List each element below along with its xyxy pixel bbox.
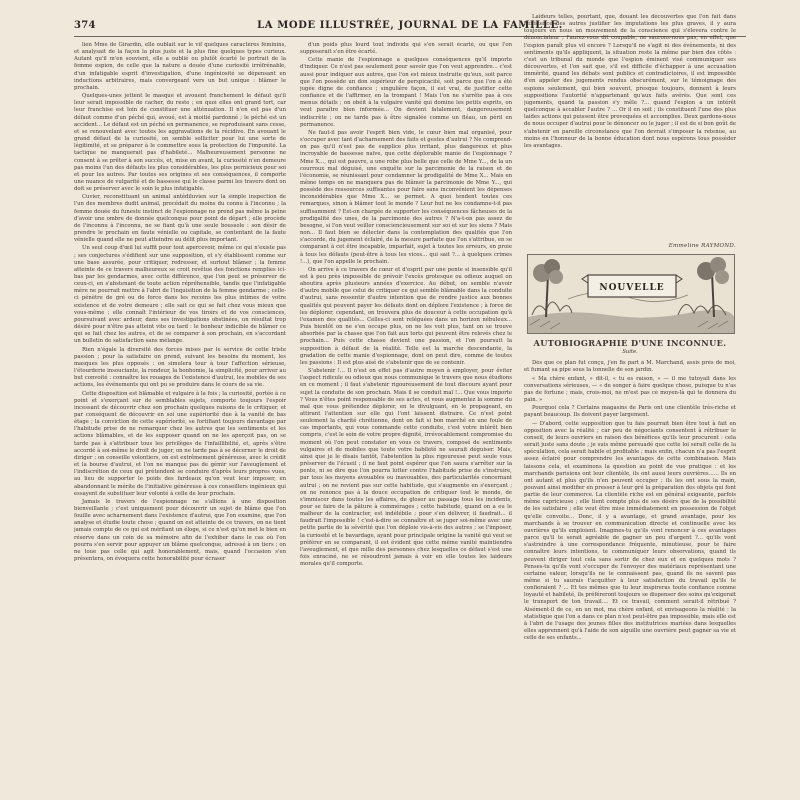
- paragraph: Ne faut-il pas avoir l'esprit bien vide, le cœur bien mal organisé, pour s'occuper avec tant d'acharnement des faits et gestes d'autrui ? Ne comprend-on pas qu'il n'est pas de supplice plus irritant, plus dangereux et plus incroyable de bassesse naïve, que cette déplorable manie de l'espionnage ? Mme X..., qui est pauvre, a une robe plus belle que celle de Mme Y..., de la un courroux mal déguisé, une enquête sur la parcimonie de la raison et de l'économie, se réunissant pour condamner la prodigalité de Mme X... Mais en même temps on ne manquera pas de blâmer la parcimonie de Mme Y..., qui possède des ressources suffisantes pour faire sans inconvénient les dépenses inconsidérables que Mme X... se permet. A quoi tendent toutes ces remarques, sinon à blâmer tout le monde ? Leur but ne les condamne-t-il pas suffisamment ? Est-on chargée de supporter les conséquences fâcheuses de la prodigalité des unes, de la parcimonie des autres ? N'a-t-on pas assez de besogne, si l'on veut veiller consciencieusement sur soi et sur les siens ? Mais non... Il faut bien se délecter dans la contemplation des qualités que l'on s'accorde, du jugement éclairé, de la mesure parfaite que l'on s'attribue, en se comparant à cet être incapable, imparfait, sujet à toutes les erreurs, en proie à tous les défauts (peut-être à tous les vices... qui sait ?... à quelques crimes !...), que l'on appelle le prochain.: [300, 129, 512, 265]
- essay-ending: [524, 14, 736, 242]
- vignette-engraving: [528, 255, 734, 333]
- paragraph: Jamais le travers de l'espionnage ne s'allions à une disposition bienveillante ; c'est uniquement pour découvrir un sujet de blâme que l'on fouille avec acharnement dans l'existence d'autrui, que l'on examine, que l'on analyse et étudie toute chose ; quand on est atteinte de ce travers, on ne tient jamais compte de ce qui est méritant un éloge, si ce n'est qu'on met le bien en réserve dans un coin de sa mémoire afin de l'exhiber dans le cas où l'on pourra s'en servir pour appuyer un blâme quelconque, adressé à un tiers ; on ne loue pas celle qui agit honorablement, mais, quand l'occasion s'en présentera, on évoquera cette honorabilité pour écraser: [74, 498, 286, 563]
- paragraph: Laideurs telles, pourtant, que, douant les découvertes que l'on fait dans l'existence des autres justifier les imputations les plus graves, il y aura toujours en nous un mouvement de la conscience qui s'élevera contre le dénonciateur ; l'aurez-vous dit coupable, ne saurons-nous pas, en effet, que l'espion paraît plus vil encore ? Lorsqu'il ne s'agit ni des événements, ni des sentiments qu'ils appliquent, la situation reste la même par bien des côtés : c'est un tribunal du monde que l'espion éminent visé communiquer ses découvertes, et l'on sait que, s'il est difficile d'échapper à une accusation immérité, quand les débats sont publics et contradictoires, il est impossible d'en appeler des jugements rendus obscurément, sur le témoignage des espions seulement, qui bien souvent, presque toujours, donnent à leurs suppositions l'autorité n'appartenant qu'aux faits avérés. Que sont ces jugements, quand la passion s'y mêle ?... quand l'espion a un intérêt quelconque à accabler l'autre ? ... Or il en soit ; ils constituent l'une des plus laides actions qui puissent être provoquées et accomplies. Deux gardons-nous de nous occuper d'autrui pour le dénoncer ou le juger ; il est de si bon goût de s'abstenir en pareille circonstance que l'on devrait s'imposer la retenue, au moins en l'honneur de la bonne éducation dont nous espérons tous posséder les avantages.: [524, 14, 736, 149]
- article-subtitle: Suite.: [622, 349, 638, 356]
- text-column-middle: [300, 42, 512, 782]
- paragraph: Quelques-unes jettent le masque et avouent franchement le défaut qu'il leur serait impossible de cacher, du reste ; en quoi elles ont grand tort, car leur franchise est loin de constituer une atténuation. Il n'en est pas d'un défaut comme d'un péché qui, avoué, est à moitié pardonné ; le péché est un accident... Le défaut est un péché en permanence, se reproduisant sans cesse, et se renouvelant avec toutes les aggravations de la récidive. En avouant le grand défaut de la curiosité, on semble solliciter pour lui une sorte de légitimité, et se préparer à le commettre sous la protection de l'impunité. La tactique ne manquerait pas d'habileté... Malheureusement personne ne consent à se prêter à son succès, et, mise en avant, la curiosité n'en demeure pas moins l'un des défauts les plus considérables, les plus pernicieux pour soi et pour les autres. Par toutes ses origines et ses conséquences, il comporte une nuance de vulgarité et de bassesse qui le classe parmi les travers dont on doit se préserver avec le soin le plus infatigable.: [74, 93, 286, 193]
- paragraph: Rien n'égale la diversité des forces mises par le service de cette triste passion ; pour la satisfaire on prend, suivant les besoins du moment, les masques les plus opposés : on simulera tour à tour l'affection sérieuse, l'étourderie insouciante, la rondeur, la bonhomie, la simplicité, pour arriver au but convoité : connaître les rouages de l'existence d'autrui, les mobiles de ses actions, les événements qui ont pu se produire dans le cours de sa vie.: [74, 346, 286, 389]
- nouvelle-vignette-illustration: [527, 254, 735, 334]
- paragraph: — D'abord, cette supposition que tu fais pourrait bien être tout à fait en opposition avec la réalité ; car peu de négociants consentent à rétribuer le conseil, de leurs ouvriers en raison des bénéfices qu'ils leur procurent : cela serait juste sans doute ; je suis même persuadé que cette loi serait celle de la spéculation, cela serait habile et profitable ; mais enfin, chacun n'a pas l'esprit assez éclairé pour comprendre les avantages de cette combinaison. Mais laissons cela, et examinons la question au point de vue pratique : et les marchands parisiens ont leur clientèle, ils ont aussi leurs ouvrières...... Ils en ont autant et plus qu'ils n'en peuvent occuper ; ils les ont sous la main, pouvant ainsi modifier en presser à leur gré la préparation des objets qui font partie de leur commerce. La clientèle riche est en général exigeante, parfois même capricieuse ; elle tient compte plus de ses désirs que de la possibilité de les satisfaire ; elle veut être mise immédiatement en possession de l'objet qu'elle convoite... Donc, il y a avantage, et grand avantage, pour les marchands à se trouver en communication directe et continuelle avec les ouvrières qu'ils emploient. Imagines-tu qu'ils vont renoncer à ces avantages parce qu'il te serait agréable de gagner un peu d'argent ?... qu'ils vont s'astreindre à une correspondance fréquente, minutieuse, pour te faire connaître leurs intentions, te communiquer leurs observations, quand ils peuvent diriger tout cela sans sortir de chez eux et en quelques mots ? Penses-tu qu'ils vont s'occuper de l'envoyer des matériaux représentant une certaine valeur, lorsqu'ils ne te connaissent pas, quand ils ne savent pas même si tu saurais t'acquitter à leur satisfaction du travail qu'ils te confieraient ? ... Et tes mêmes que tu leur inspireras toute confiance comme loyauté et habileté, ils préféreront toujours se dispenser des soins qu'exigerait le transport de ton travail.... Et ce travail, comment serait-il rétribué ? Aisément-il de ce, en un mot, ma chère enfant, et envisageons la réalité : la statistique que l'on a dans ce plan n'est peut-être pas impossible, mais elle est à l'abri de l'usage des jeunes filles des institutrices mariées dans lesquelles elles apprennent qu'à l'aide de son aiguille une ouvrière peut gagner sa vie et celle de ses enfants...: [524, 420, 736, 642]
- paragraph: Cette disposition est blâmable et vulgaire à la fois ; la curiosité, portée à ce point et s'exerçant sur de semblables sujets, comporte toujours l'espoir incessant de découvrir chez son prochain quelques raisons de le critiquer, et par conséquent de découvrir en soi une supériorité due à la vanité de bas étage ; la conviction de cette supériorité, se fortifiant toujours davantage par l'habitude prise de ne remarquer chez les autres que les sentiments et les actions blâmables, et de les supposer quand on ne les aperçoit pas, on se tarde pas à s'attribuer tous les privilèges de l'infaillibilité, et, après s'être accordé à soi-même le droit de juger, on ne tarde pas à se décerner le droit de diriger ; on conseille volontiers, on est extrêmement généreuse, avec le crédit et la bourse d'autrui, et l'on ne manque pas de gémir sur l'aveuglement et l'indiscrétion de ceux qui prétendent se conduire d'après leurs propres vues, au lieu de supporter le poids des fardeaux qu'on veut leur imposer, en abandonnant le mérite de l'initiative généreuse à ces conseillers ingénieux qui essayent de substituer leur volonté à celle de leur prochain.: [74, 390, 286, 497]
- running-title: LA MODE ILLUSTRÉE, JOURNAL DE LA FAMILLE.: [257, 20, 563, 31]
- page-number: 374: [74, 20, 96, 31]
- paragraph: On arrive à ce travers de cœur et d'esprit par une pente si insensible qu'il est à peu près impossible de prévoir l'excès grotesque ou odieux auquel on aboutira après plusieurs années d'exercice. Au début, on semble n'avoir d'autre mobile que celui de critiquer ce qui semble blâmable dans la conduite d'autrui, sans ressentir d'autre intention que de rendre justice aux bonnes qualités qui peuvent payer les défauts dont on déplore l'existence ; à force de les déplorer, cependant, on trouvera plus de douceur à cette occupation qu'à l'examen des qualités... Celles-ci sont reléguées dans un horizon nébuleux... Puis bientôt on ne s'en occupe plus, on ne les voit plus, tant on se trouve absorbée par la chasse que l'on fait aux torts qui peuvent être relevés chez le prochain... Puis cette chasse devient une passion, et l'on poursuit la supposition à défaut de la réalité. Telle est la marche descendante, la gradation de cette manie d'espionnage, dont on peut dire, comme de toutes les passions : Il est plus aisé de s'abstenir que de se contenir.: [300, 266, 512, 366]
- author-signature: Emmeline RAYMOND.: [668, 243, 736, 249]
- paragraph: Un seul coup d'œil lui suffit pour tout apercevoir, même ce qui n'existe pas ; ses conjectures s'édifient sur une supposition, et s'y établissent comme sur une base assurée, pour critiquer, redresser, et surtout blâmer ; la femme atteinte de ce travers malheureux se croit revêtue des fonctions remplies ici-bas par les gendarmes, avec cette différence, que l'on peut se préserver de ceux-ci, en s'abstenant de toute action répréhensible, tandis que l'infatigable mère ne pourrait mettre à l'abri de l'inquisition de la femme gendarme ; celle-ci pénètre de gré ou de force dans les recoins les plus intimes de votre existence et de votre demeure ; elle sait ce qui se fait chez vous mieux que vous-même ; elle connaît l'intérieur de vos tiroirs et de vos consciences, poursuivant avec ardeur, dans ses investigations obstinées, un résultat trop désiré pour n'être pas atteint vite ou tard : le bonheur indicible de blâmer ce qui se fait chez les autres, et de se comparer à son prochain, en s'accordant un bulletin de satisfaction sans mélange.: [74, 245, 286, 345]
- paragraph: Pourquoi cela ? Certains magasins de Paris ont une clientèle très-riche et payant beaucoup. Ils doivent payer largement.: [524, 405, 736, 419]
- text-column-right: [524, 14, 736, 782]
- paragraph: Cette manie de l'espionnage a quelques conséquences qu'il importe d'indiquer. Ce n'est pas seulement pour savoir que l'on veut apprendre... c'est aussi pour indiquer aux autres, que l'on est mieux instruite qu'eux, soit parce que l'on possède un don supérieur de perspicacité, soit parce que l'on a été jugée digne de confiance ; singulière façon, il est vrai, de justifier cette confiance et de l'affirmer, en la trompant ! Mais l'on ne s'arrête pas à ces menus détails ; on obéit à la vulgaire vanité qui domine les petits esprits, on veut paraître bien informée... On devient fatalement, dangereusement indiscrète ; on ne tarde pas à être signalée comme un fléau, un péril en permanence.: [300, 57, 512, 128]
- story-text: [524, 360, 736, 760]
- paragraph: lien Mme de Girardin, elle oublait sur le vif quelques caractères féminins, et analysait de la façon la plus juste et la plus fine quelques types curieux. Autant qu'il m'en souvient, elle a oublié ou plutôt écarté le portrait de la femme espion, de celle que la nature a douée d'une curiosité irréfrénable, d'un infatigable esprit d'investigation, d'une ingéniosité se dépensant en inductions arbitraires, mais convergeant vers un but unique : blâmer le prochain.: [74, 42, 286, 91]
- paragraph: Dès que ce plan fut conçu, j'en fis part à M. Marchand, assis près de moi, et fumant sa pipe sous la tonnelle de son jardin.: [524, 360, 736, 374]
- article-title: AUTOBIOGRAPHIE D'UNE INCONNUE.: [533, 338, 727, 348]
- text-column-left: [74, 42, 286, 782]
- paragraph: S'abstenir !... Il n'est on effet pas d'autre moyen à employer, pour éviter l'aspect ridicule ou odieux que nous communique le travers que nous étudions en ce moment ; il faut s'abstenir rigoureusement de tout discours ayant pour sujet la conduite de son prochain. Mais il se conduit mal !... Que vous importe ? Vous n'êtes point responsable de ses actes, et vous augmentez la somme du mal que vous prétendez déplorer, en le divulguant, en le propageant, en attirant l'attention sur elle qui l'ont laissent distraire. Ce n'est point seulement la charité chrétienne, dont on fait si bon marché en une foule de cas importants, qui vous commande cette conduite, c'est votre intérêt bien compris, c'est le soin de votre propre dignité, irrévocablement compromise du moment où l'on peut constater en vous ce travers, composé de sentiments vulgaires et de mobiles que toute votre habileté ne saurait déguiser. Mais, ainsi que je le disais tantôt, l'abstention la plus rigoureuse peut seule vous préserver de l'écueil ; il ne faut point espérer que l'on saura s'arrêter sur la pente, ni se dire que l'on pourra lutter contre l'habitude prise de s'instruire, par tous les moyens avouables ou inavouables, des particularités concernant autrui ; on ne revient pas sur cette habitude, qui s'augmente en s'exerçant ; on ne renonce pas à la douce occupation de critiquer tout le monde, de s'immiscer dans toutes les affaires, de gloser au passage tous les incidents, pour se faire de la pâture à commérages ; cette habitude, quand on a eu le malheur de la contracter, est indélébile ; pour s'en délivrer, il faudrait... il faudrait l'impossible ! c'est-à-dire se connaître et se juger soi-même avec une petite partie de la sévérité que l'on déploie vis-à-vis des autres ; se l'imposer, la curiosité et le bavardage, ayant pour principale origine la vanité qui veut se préférer en se comparant, il est évident que cette même vanité maintiendra l'aveuglement, et que mille des personnes chez lesquelles ce défaut s'est une fois enraciné, ne se résoudront jamais à voir en elle toutes les laideurs morales qu'il comporte.: [300, 368, 512, 568]
- vignette-label: NOUVELLE: [599, 283, 665, 293]
- paragraph: Cuvier, reconstituant un animal antédiluvien sur la simple inspection de l'un des membres dudit animal, procédait du moins du connu à l'inconnu ; la femme douée du funeste instinct de l'espionnage ne prend pas même la peine d'avoir une ombre de donnée quelconque pour point de départ ; elle procède de l'inconnu à l'inconnu, ne se fiant qu'à une seule boussole : son désir de prendre le prochain en faute vénielle ou capitale, se contentant de la faute vénielle quand elle ne peut atteindre au délit plus important.: [74, 194, 286, 244]
- paragraph: d'un poids plus lourd tout individu qui s'en serait écarté, ou que l'on supposerait s'en être écarté.: [300, 42, 512, 56]
- paragraph: « Ma chère enfant, » dit-il, « tu es raison, » — il me tutoyait dans les conversations sérieuses, — « de songer à faire quelque chose, puisque tu n'as pas de fortune ; mais, crois-moi, ne m'est pas ce moyen-là qui te donnera du pain. »: [524, 375, 736, 404]
